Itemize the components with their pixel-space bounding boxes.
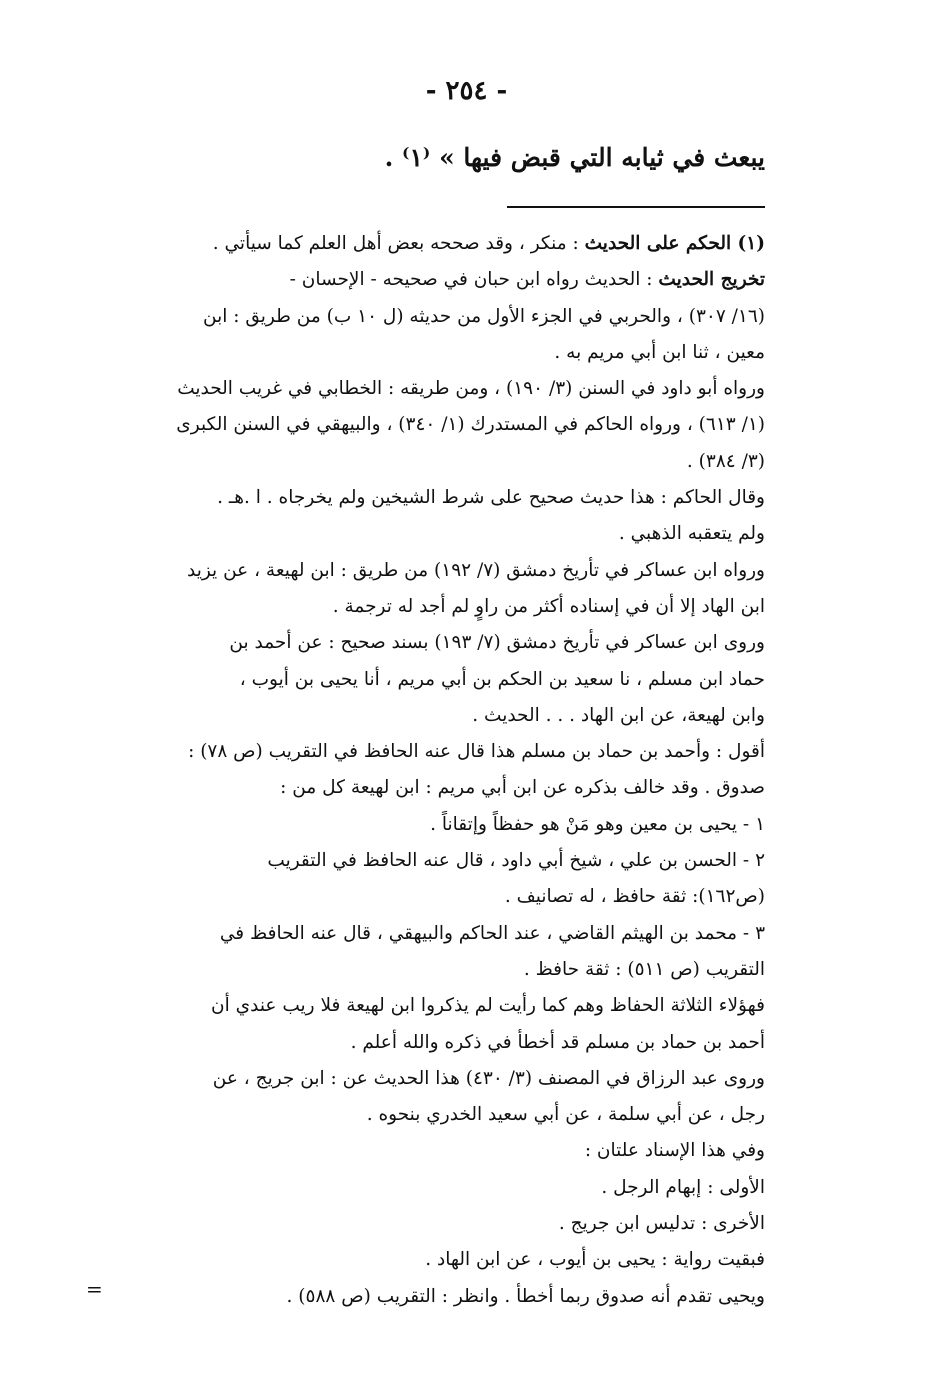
continuation-mark: = xyxy=(86,1277,103,1301)
footnote-text: وروى ابن عساكر في تأريخ دمشق (٧/ ١٩٣) بسند صحيح : عن أحمد بن xyxy=(229,632,765,654)
footnote-text: أقول : وأحمد بن حماد بن مسلم هذا قال عنه الحافظ في التقريب (ص ٧٨) : xyxy=(188,741,765,763)
footnote-text: فبقيت رواية : يحيى بن أيوب ، عن ابن الهاد . xyxy=(425,1249,765,1271)
footnote-text: وفي هذا الإسناد علتان : xyxy=(584,1140,765,1162)
footnotes xyxy=(95,226,765,1315)
footnote-text: حماد ابن مسلم ، نا سعيد بن الحكم بن أبي مريم ، أنا يحيى بن أيوب ، xyxy=(239,668,765,690)
footnote-line xyxy=(95,262,765,298)
footnote-text: وقال الحاكم : هذا حديث صحيح على شرط الشيخين ولم يخرجاه . ا .هـ . xyxy=(217,487,765,509)
footnote-line xyxy=(95,480,765,516)
footnote-text: ويحيى تقدم أنه صدوق ربما أخطأ . وانظر : التقريب (ص ٥٨٨) . xyxy=(286,1285,765,1307)
footnote-text: ١ - يحيى بن معين وهو مَنْ هو حفظاً وإتقاناً . xyxy=(430,813,765,835)
footnote-line xyxy=(95,299,765,335)
footnote-line xyxy=(95,1025,765,1061)
body-text: يبعث في ثيابه التي قبض فيها » ⁽١⁾ . xyxy=(384,143,765,172)
footnote-divider xyxy=(507,206,765,208)
footnote-text: (١/ ٦١٣) ، ورواه الحاكم في المستدرك (١/ ٣٤٠) ، والبيهقي في السنن الكبرى xyxy=(176,414,765,436)
footnote-line xyxy=(95,444,765,480)
footnote-text: التقريب (ص ٥١١) : ثقة حافظ . xyxy=(523,958,765,980)
footnote-text: ٢ - الحسن بن علي ، شيخ أبي داود ، قال عنه الحافظ في التقريب xyxy=(267,850,765,872)
footnote-text: وروى عبد الرزاق في المصنف (٣/ ٤٣٠) هذا الحديث عن : ابن جريج ، عن xyxy=(212,1067,765,1089)
footnote-text: ورواه أبو داود في السنن (٣/ ١٩٠) ، ومن طريقه : الخطابي في غريب الحديث xyxy=(177,378,765,400)
footnote-text: الأخرى : تدليس ابن جريج . xyxy=(558,1213,765,1235)
footnote-text: ورواه ابن عساكر في تأريخ دمشق (٧/ ١٩٢) من طريق : ابن لهيعة ، عن يزيد xyxy=(186,559,765,581)
footnote-line xyxy=(95,1170,765,1206)
footnote-line xyxy=(95,625,765,661)
footnote-text: ابن الهاد إلا أن في إسناده أكثر من راوٍ لم أجد له ترجمة . xyxy=(332,595,765,617)
footnote-line xyxy=(95,226,765,262)
footnote-text: فهؤلاء الثلاثة الحفاظ وهم كما رأيت لم يذكروا ابن لهيعة فلا ريب عندي أن xyxy=(211,995,765,1017)
footnote-line xyxy=(95,698,765,734)
page-number: - ٢٥٤ - xyxy=(425,76,508,106)
footnote-text: (١٦/ ٣٠٧) ، والحربي في الجزء الأول من حديثه (ل ١٠ ب) من طريق : ابن xyxy=(202,305,765,327)
footnote-text: (ص١٦٢): ثقة حافظ ، له تصانيف . xyxy=(504,886,765,908)
footnote-line xyxy=(95,1279,765,1315)
footnote-line xyxy=(95,1206,765,1242)
footnote-line xyxy=(95,335,765,371)
footnote-text: (٣/ ٣٨٤) . xyxy=(686,450,765,472)
footnote-text: صدوق . وقد خالف بذكره عن ابن أبي مريم : ابن لهيعة كل من : xyxy=(280,777,765,799)
footnote-line xyxy=(95,770,765,806)
footnote-text: : الحديث رواه ابن حبان في صحيحه - الإحسان - xyxy=(289,269,659,291)
footnote-line xyxy=(95,1242,765,1278)
footnote-term: (١) الحكم على الحديث xyxy=(584,233,765,254)
footnote-text: رجل ، عن أبي سلمة ، عن أبي سعيد الخدري بنحوه . xyxy=(366,1104,765,1126)
footnote-text: الأولى : إبهام الرجل . xyxy=(601,1176,765,1198)
footnote-line xyxy=(95,1097,765,1133)
footnote-line xyxy=(95,1061,765,1097)
footnote-line xyxy=(95,988,765,1024)
footnote-line xyxy=(95,662,765,698)
footnote-text: ولم يتعقبه الذهبي . xyxy=(618,523,765,545)
footnote-line xyxy=(95,952,765,988)
footnote-line xyxy=(95,516,765,552)
footnote-line xyxy=(95,589,765,625)
footnote-text: وابن لهيعة، عن ابن الهاد . . . الحديث . xyxy=(472,704,765,726)
footnote-text: معين ، ثنا ابن أبي مريم به . xyxy=(554,341,765,363)
footnote-text: : منكر ، وقد صححه بعض أهل العلم كما سيأتي . xyxy=(212,233,585,254)
footnote-line xyxy=(95,407,765,443)
footnote-line xyxy=(95,916,765,952)
footnote-text: أحمد بن حماد بن مسلم قد أخطأ في ذكره والله أعلم . xyxy=(350,1031,765,1053)
footnote-line xyxy=(95,879,765,915)
footnote-line xyxy=(95,843,765,879)
footnote-line xyxy=(95,1133,765,1169)
footnote-text: ٣ - محمد بن الهيثم القاضي ، عند الحاكم والبيهقي ، قال عنه الحافظ في xyxy=(219,922,765,944)
footnote-line xyxy=(95,807,765,843)
footnote-line xyxy=(95,371,765,407)
footnote-line xyxy=(95,553,765,589)
footnote-term: تخريج الحديث xyxy=(658,269,765,291)
footnote-line xyxy=(95,734,765,770)
